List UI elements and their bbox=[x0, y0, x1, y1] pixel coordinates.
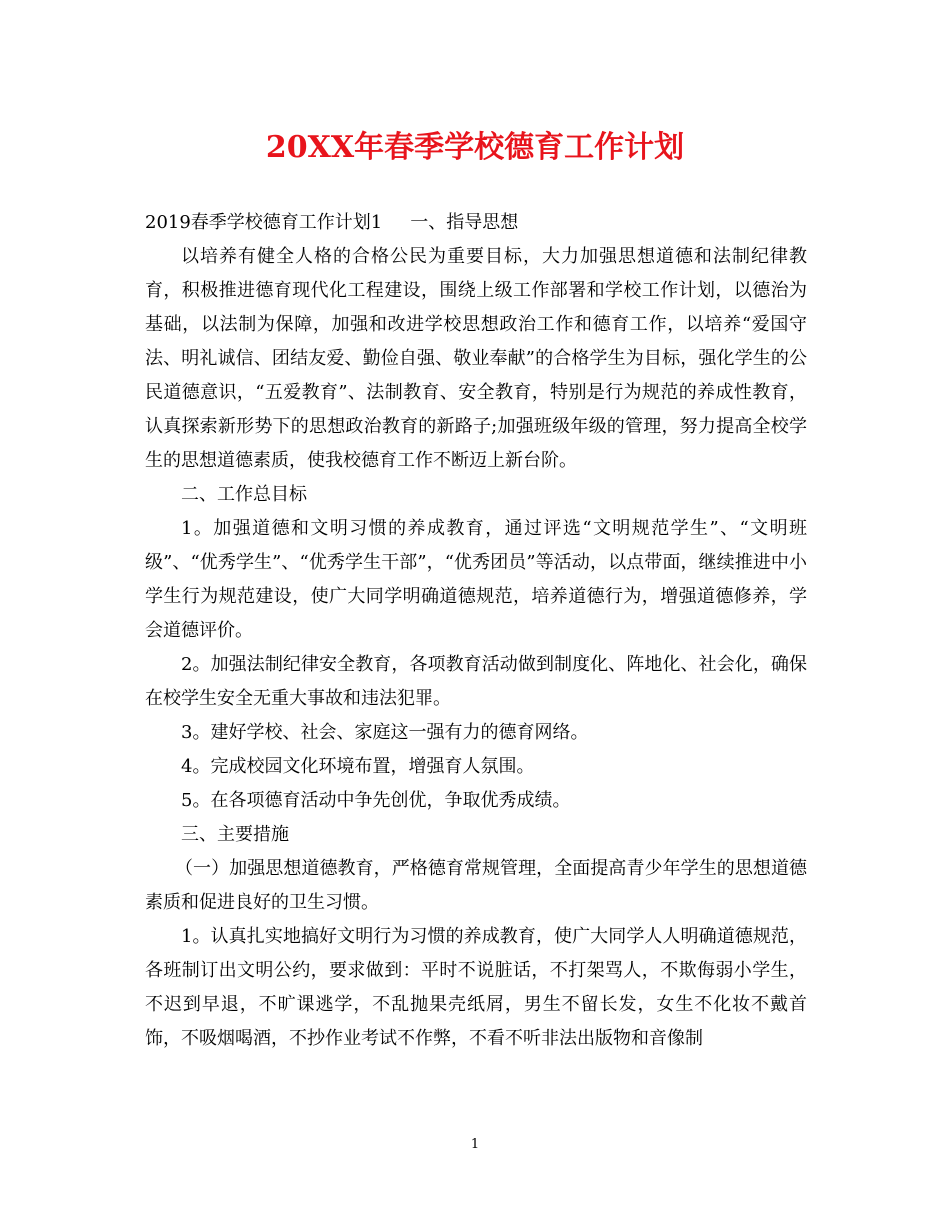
document-body bbox=[145, 206, 807, 1056]
goal-item-3: 3。建好学校、社会、家庭这一强有力的德育网络。 bbox=[181, 722, 589, 743]
measure-item-1: 1。认真扎实地搞好文明行为习惯的养成教育，使广大同学人人明确道德规范，各班制订出文明公约，要求做到：平时不说脏话，不打架骂人，不欺侮弱小学生，不迟到早退，不旷课逃学，不乱抛果壳纸屑，男生不留长发，女生不化妆不戴首饰，不吸烟喝酒，不抄作业考试不作弊，不看不听非法出版物和音像制 bbox=[145, 926, 807, 1049]
intro-line bbox=[145, 206, 807, 240]
goal-item-5: 5。在各项德育活动中争先创优，争取优秀成绩。 bbox=[181, 790, 571, 811]
document-title: 20XX年春季学校德育工作计划 bbox=[265, 130, 685, 165]
section-heading-main-measures: 三、主要措施 bbox=[181, 824, 289, 845]
goal-item-2: 2。加强法制纪律安全教育，各项教育活动做到制度化、阵地化、社会化，确保在校学生安全无重大事故和违法犯罪。 bbox=[145, 654, 807, 709]
page-number: 1 bbox=[470, 1137, 480, 1152]
measure-subheading-1: （一）加强思想道德教育，严格德育常规管理，全面提高青少年学生的思想道德素质和促进良好的卫生习惯。 bbox=[145, 858, 807, 913]
goal-item-1: 1。加强道德和文明习惯的养成教育，通过评选“文明规范学生”、“文明班级”、“优秀学生”、“优秀学生干部”，“优秀团员”等活动，以点带面，继续推进中小学生行为规范建设，使广大同学明确道德规范，培养道德行为，增强道德修养，学会道德评价。 bbox=[145, 518, 807, 641]
paragraph-guiding-thought: 以培养有健全人格的合格公民为重要目标，大力加强思想道德和法制纪律教育，积极推进德育现代化工程建设，围绕上级工作部署和学校工作计划，以德治为基础，以法制为保障，加强和改进学校思想政治工作和德育工作，以培养“爱国守法、明礼诚信、团结友爱、勤俭自强、敬业奉献”的合格学生为目标，强化学生的公民道德意识，“五爱教育”、法制教育、安全教育，特别是行为规范的养成性教育，认真探索新形势下的思想政治教育的新路子;加强班级年级的管理，努力提高全校学生的思想道德素质，使我校德育工作不断迈上新台阶。 bbox=[145, 246, 807, 471]
section-heading-overall-goals: 二、工作总目标 bbox=[181, 484, 307, 505]
goal-item-4: 4。完成校园文化环境布置，增强育人氛围。 bbox=[181, 756, 535, 777]
document-subtitle: 2019春季学校德育工作计划1 bbox=[145, 212, 383, 233]
section-heading-guiding-thought: 一、指导思想 bbox=[410, 212, 519, 233]
